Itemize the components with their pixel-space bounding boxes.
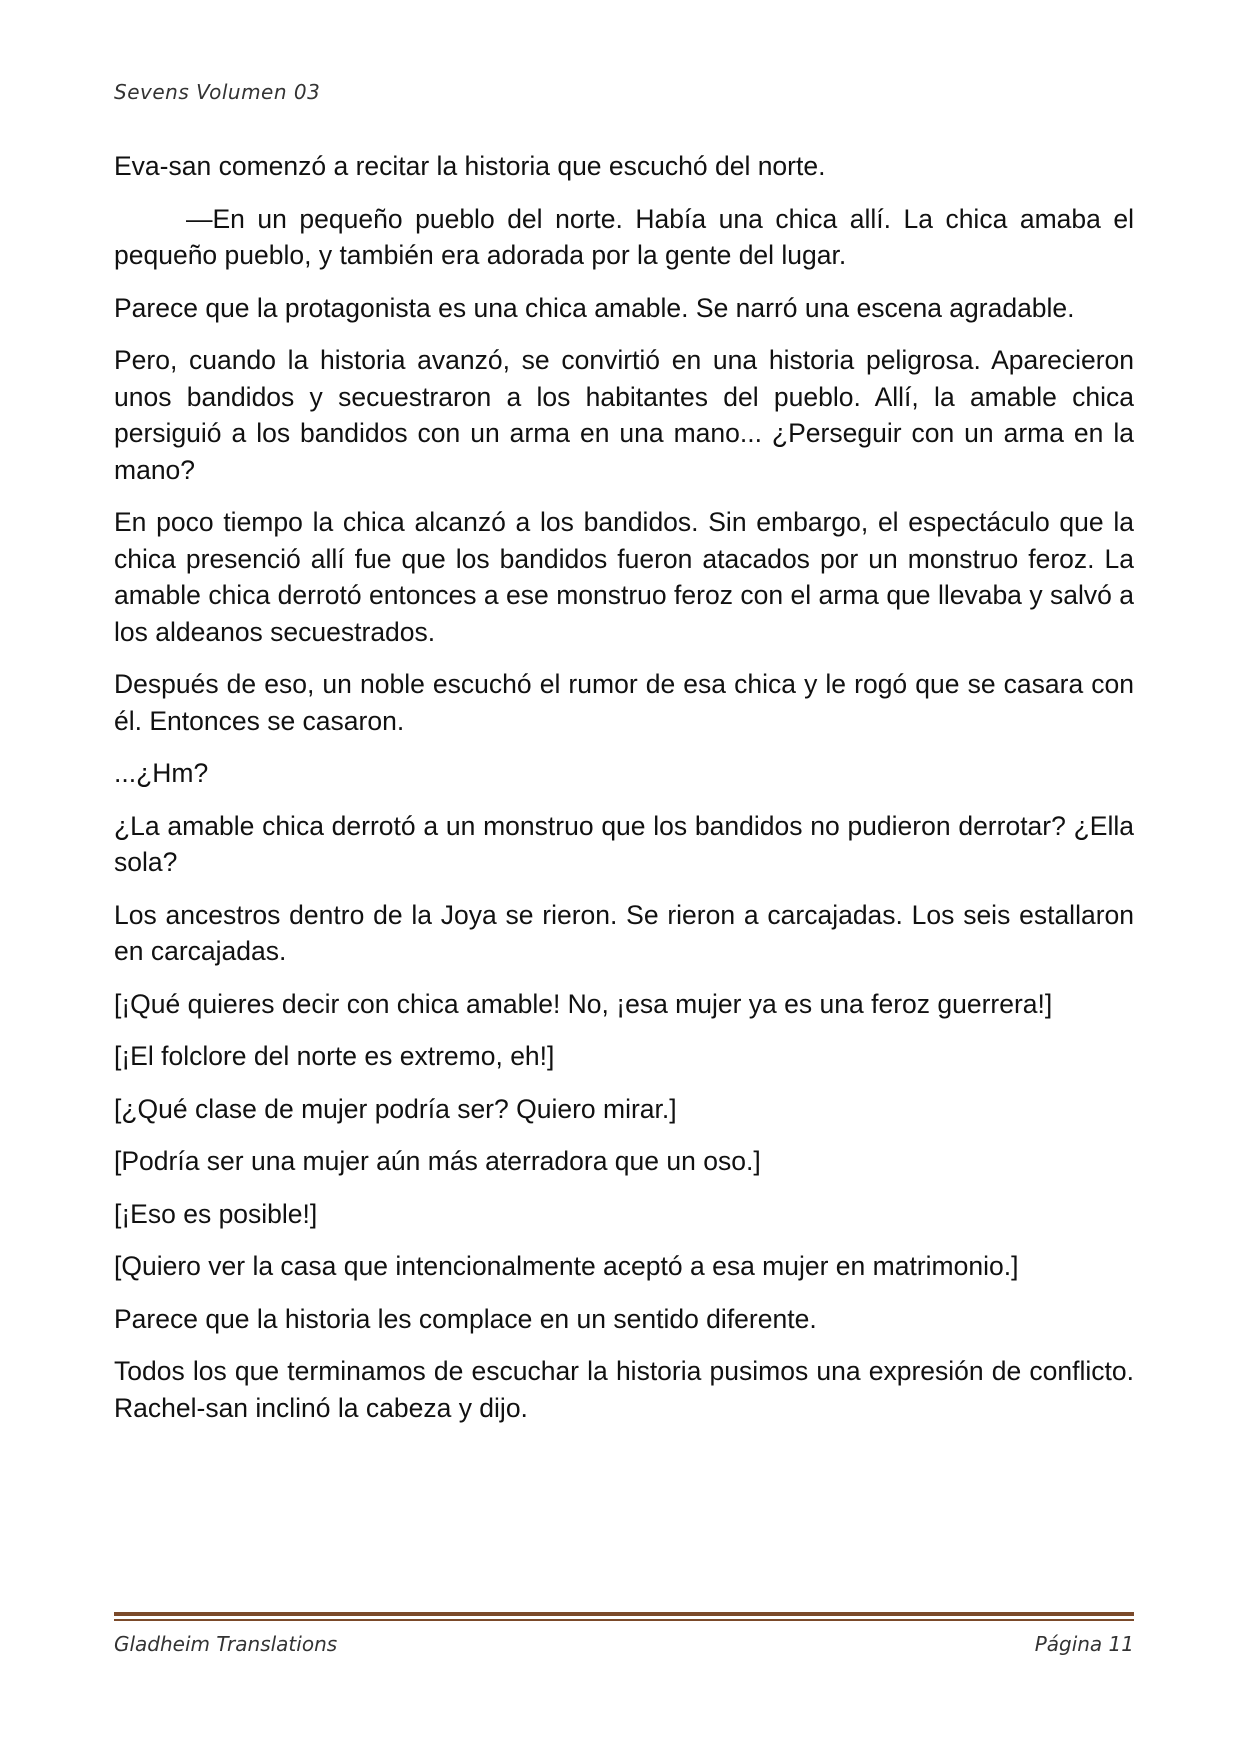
footer-credit: Gladheim Translations: [114, 1632, 338, 1656]
paragraph: [¡Qué quieres decir con chica amable! No, ¡esa mujer ya es una feroz guerrera!]: [114, 988, 1053, 1019]
paragraph: Parece que la historia les complace en un sentido diferente.: [114, 1303, 817, 1334]
paragraph: [¡Eso es posible!]: [114, 1198, 318, 1229]
paragraph: —En un pequeño pueblo del norte. Había una chica allí. La chica amaba el pequeño pueblo, y también era adorada por la gente del lugar.: [114, 203, 1134, 270]
paragraph: Pero, cuando la historia avanzó, se convirtió en una historia peligrosa. Aparecieron unos bandidos y secuestraron a los habitantes del pueblo. Allí, la amable chica persiguió a los bandidos con un arma en una mano... ¿Perseguir con un arma en la mano?: [114, 345, 1134, 485]
paragraph: [¿Qué clase de mujer podría ser? Quiero mirar.]: [114, 1093, 677, 1124]
paragraph: ...¿Hm?: [114, 758, 209, 788]
paragraph: Todos los que terminamos de escuchar la historia pusimos una expresión de conflicto. Rachel-san inclinó la cabeza y dijo.: [114, 1356, 1134, 1423]
paragraph: En poco tiempo la chica alcanzó a los bandidos. Sin embargo, el espectáculo que la chica presenció allí fue que los bandidos fueron atacados por un monstruo feroz. La amable chica derrotó entonces a ese monstruo feroz con el arma que llevaba y salvó a los aldeanos secuestrados.: [114, 507, 1134, 647]
page-number: Página 11: [1034, 1632, 1134, 1656]
footer-rule-thin: [114, 1619, 1134, 1621]
paragraph: Los ancestros dentro de la Joya se rieron. Se rieron a carcajadas. Los seis estallaron en carcajadas.: [114, 899, 1134, 966]
paragraph: [Quiero ver la casa que intencionalmente aceptó a esa mujer en matrimonio.]: [114, 1251, 1019, 1281]
paragraph: Después de eso, un noble escuchó el rumor de esa chica y le rogó que se casara con él. Entonces se casaron.: [114, 669, 1134, 736]
paragraph: Parece que la protagonista es una chica amable. Se narró una escena agradable.: [114, 292, 1075, 323]
paragraph: [Podría ser una mujer aún más aterradora que un oso.]: [114, 1146, 761, 1176]
paragraph: ¿La amable chica derrotó a un monstruo que los bandidos no pudieron derrotar? ¿Ella sola?: [114, 810, 1134, 877]
footer-rule-thick: [114, 1612, 1134, 1616]
running-header: Sevens Volumen 03: [114, 80, 321, 104]
body-text: [114, 148, 1134, 1442]
paragraph: [¡El folclore del norte es extremo, eh!]: [114, 1041, 555, 1071]
paragraph: Eva-san comenzó a recitar la historia que escuchó del norte.: [114, 151, 826, 181]
